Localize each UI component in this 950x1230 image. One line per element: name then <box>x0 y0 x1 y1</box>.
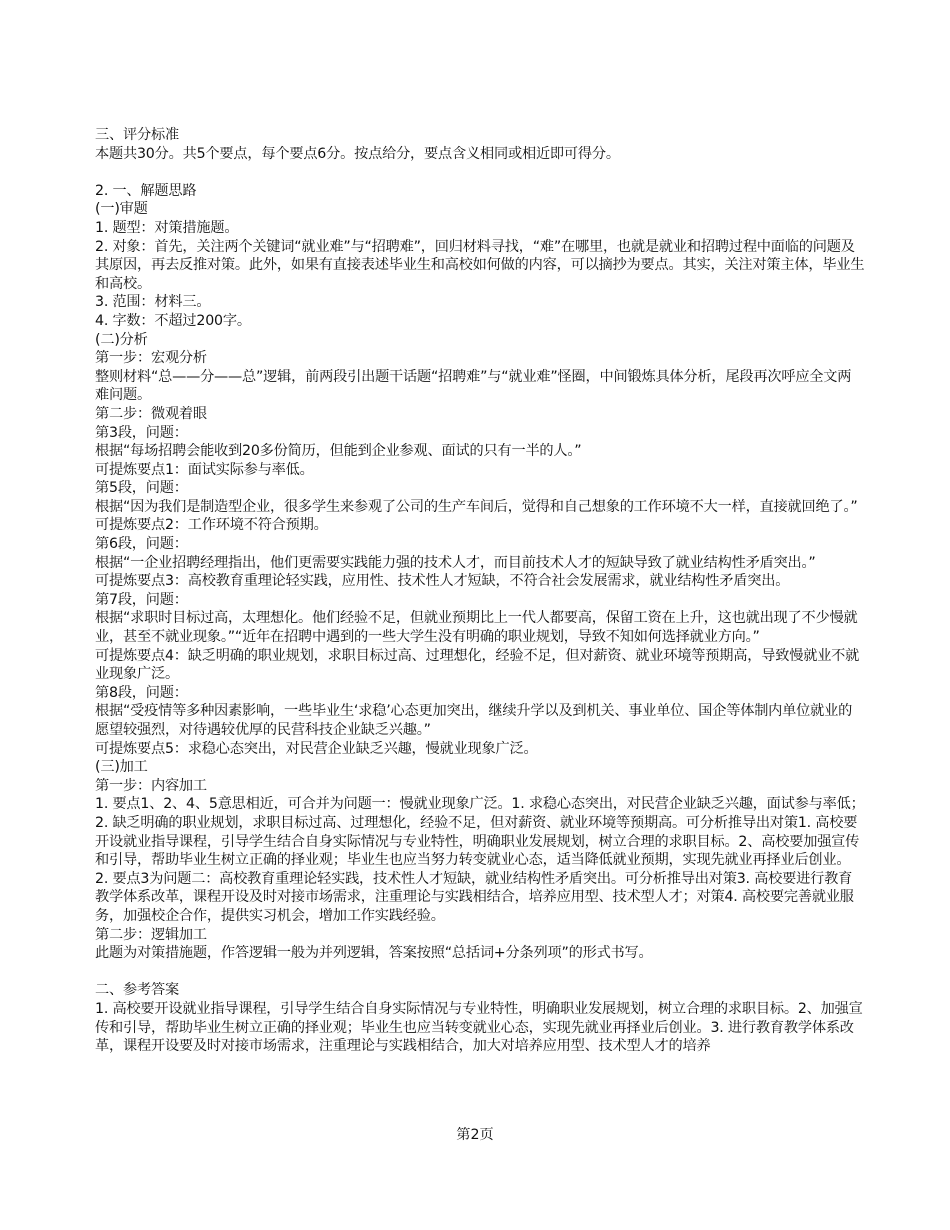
analysis-step1-heading: 第一步：宏观分析 <box>95 350 207 367</box>
processing-step2-text: 此题为对策措施题，作答逻辑一般为并列逻辑，答案按照“总括词+分条列项”的形式书写。 <box>95 945 653 962</box>
paragraph-label: 第8段，问题： <box>95 684 188 701</box>
review-heading: (一)审题 <box>95 201 148 218</box>
processing-heading: (三)加工 <box>95 759 148 776</box>
review-item: 2. 对象：首先，关注两个关键词“就业难”与“招聘难”，回归材料寻找，“难”在哪里，也就是就业和招聘过程中面临的问题及其原因，再去反推对策。此外，如果有直接表述毕业生和高校如何做的内容，可以摘抄为要点。其实，关注对策主体，毕业生和高校。 <box>95 238 865 292</box>
processing-step1-item: 2. 要点3为问题二：高校教育重理论轻实践，技术性人才短缺，就业结构性矛盾突出。可分析推导出对策3. 高校要进行教育教学体系改革，课程开设及时对接市场需求，注重理论与实践相结合，培养应用型、技术型人才；对策4. 高校要完善就业服务，加强校企合作，提供实习机会，增加工作实践经验。 <box>95 870 854 924</box>
spacer <box>95 963 865 982</box>
section-heading-scoring: 三、评分标准 <box>95 127 179 143</box>
paragraph-label: 第7段，问题： <box>95 591 188 608</box>
review-item: 3. 范围：材料三。 <box>95 294 211 311</box>
paragraph-quote: 根据“每场招聘会能收到20多份简历，但能到企业参观、面试的只有一半的人。” <box>95 443 582 460</box>
document-page <box>95 126 865 1056</box>
paragraph-label: 第5段，问题： <box>95 480 188 497</box>
answer-text: 1. 高校要开设就业指导课程，引导学生结合自身实际情况与专业特性，明确职业发展规划，树立合理的求职目标。2、加强宣传和引导，帮助毕业生树立正确的择业观；毕业生也应当转变就业心态，实现先就业再择业后创业。3. 进行教育教学体系改革，课程开设要及时对接市场需求，注重理论与实践相结合，加大对培养应用型、技术型人才的培养 <box>95 1000 863 1055</box>
question-heading: 2. 一、解题思路 <box>95 182 197 199</box>
analysis-step1-text: 整则材料“总——分——总”逻辑，前两段引出题干话题“招聘难”与“就业难”怪圈，中间锻炼具体分析，尾段再次呼应全文两难问题。 <box>95 368 852 404</box>
spacer <box>95 163 865 182</box>
review-item: 1. 题型：对策措施题。 <box>95 219 239 236</box>
paragraph-label: 第3段，问题： <box>95 424 188 441</box>
processing-step1-item: 1. 要点1、2、4、5意思相近，可合并为问题一：慢就业现象广泛。1. 求稳心态突出，对民营企业缺乏兴趣，面试参与率低；2. 缺乏明确的职业规划，求职目标过高、过理想化，经验不足，但对薪资、就业环境等预期高。可分析推导出对策1. 高校要开设就业指导课程，引导学生结合自身实际情况与专业特性，明确职业发展规划，树立合理的求职目标。2、高校要加强宣传和引导，帮助毕业生树立正确的择业观；毕业生也应当努力转变就业心态，适当降低就业预期，实现先就业再择业后创业。 <box>95 796 865 869</box>
scoring-text: 本题共30分。共5个要点，每个要点6分。按点给分，要点含义相同或相近即可得分。 <box>95 145 620 162</box>
paragraph-point: 可提炼要点5：求稳心态突出，对民营企业缺乏兴趣，慢就业现象广泛。 <box>95 740 538 757</box>
processing-step2-heading: 第二步：逻辑加工 <box>95 926 207 943</box>
paragraph-point: 可提炼要点3：高校教育重理论轻实践，应用性、技术性人才短缺，不符合社会发展需求，就业结构性矛盾突出。 <box>95 573 790 590</box>
analysis-heading: (二)分析 <box>95 331 148 348</box>
paragraph-quote: 根据“因为我们是制造型企业，很多学生来参观了公司的生产车间后，觉得和自己想象的工作环境不大一样，直接就回绝了。” <box>95 498 858 515</box>
paragraph-point: 可提炼要点1：面试实际参与率低。 <box>95 461 314 478</box>
paragraph-quote: 根据“受疫情等多种因素影响，一些毕业生‘求稳’心态更加突出，继续升学以及到机关、事业单位、国企等体制内单位就业的愿望较强烈，对待遇较优厚的民营科技企业缺乏兴趣。” <box>95 703 853 738</box>
paragraph-label: 第6段，问题： <box>95 536 188 553</box>
answer-heading: 二、参考答案 <box>95 982 179 999</box>
paragraph-point: 可提炼要点4：缺乏明确的职业规划，求职目标过高、过理想化，经验不足，但对薪资、就业环境等预期高，导致慢就业不就业现象广泛。 <box>95 647 860 683</box>
paragraph-point: 可提炼要点2：工作环境不符合预期。 <box>95 517 328 534</box>
review-item: 4. 字数：不超过200字。 <box>95 312 251 329</box>
page-number: 第2页 <box>456 1127 494 1143</box>
analysis-step2-heading: 第二步：微观着眼 <box>95 405 207 422</box>
processing-step1-heading: 第一步：内容加工 <box>95 777 207 794</box>
paragraph-quote: 根据“求职时目标过高，太理想化。他们经验不足，但就业预期比上一代人都要高，保留工资在上升，这也就出现了不少慢就业，甚至不就业现象。”“近年在招聘中遇到的一些大学生没有明确的职业规划，导致不知如何选择就业方向。” <box>95 610 858 646</box>
paragraph-quote: 根据“一企业招聘经理指出，他们更需要实践能力强的技术人才，而目前技术人才的短缺导致了就业结构性矛盾突出。” <box>95 554 816 571</box>
